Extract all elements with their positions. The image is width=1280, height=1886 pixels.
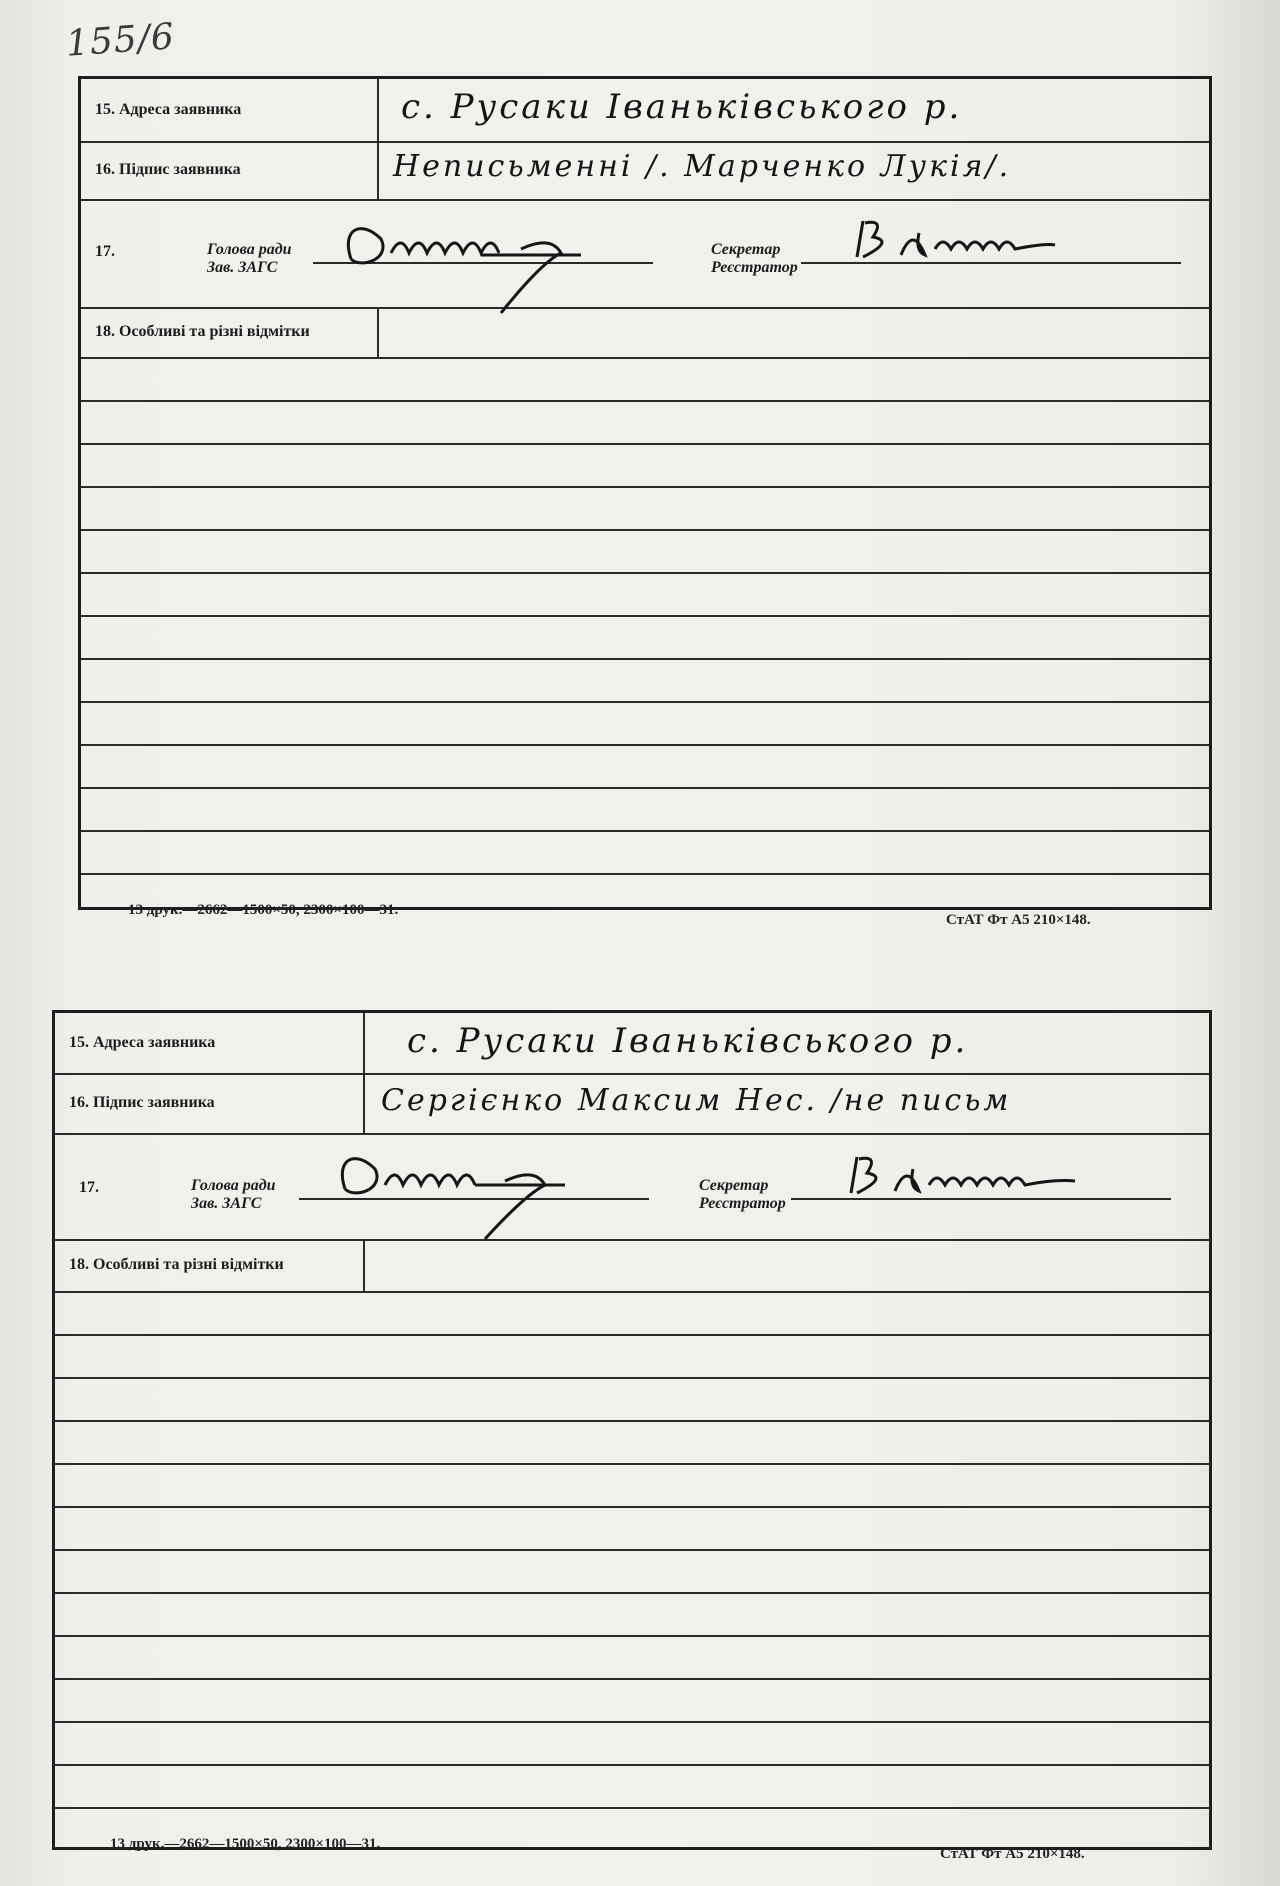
registration-form-2 bbox=[52, 1010, 1212, 1850]
head-label: Голова ради Зав. ЗАГС bbox=[207, 241, 292, 276]
notes-line bbox=[55, 1420, 1209, 1422]
address-row bbox=[55, 1013, 1209, 1075]
notes-line bbox=[81, 529, 1209, 531]
notes-line bbox=[55, 1334, 1209, 1336]
form-code: СтАТ Фт А5 210×148. bbox=[940, 1846, 1085, 1862]
notes-header-row bbox=[55, 1239, 1209, 1293]
secretary-signature bbox=[845, 1145, 1085, 1205]
applicant-signature-value: Неписьменні /. Марченко Лукія/. bbox=[393, 149, 1012, 184]
applicant-signature-label: 16. Підпис заявника bbox=[55, 1073, 365, 1133]
address-value: с. Русаки Іваньківського р. bbox=[401, 87, 963, 127]
page-number: 155/6 bbox=[64, 16, 177, 65]
notes-line bbox=[55, 1377, 1209, 1379]
notes-line bbox=[55, 1764, 1209, 1766]
notes-line bbox=[55, 1721, 1209, 1723]
head-label: Голова ради Зав. ЗАГС bbox=[191, 1177, 276, 1212]
address-value: с. Русаки Іваньківського р. bbox=[407, 1021, 969, 1061]
notes-line bbox=[81, 830, 1209, 832]
notes-line bbox=[55, 1678, 1209, 1680]
notes-line bbox=[81, 873, 1209, 875]
officials-row bbox=[81, 199, 1209, 309]
notes-line bbox=[55, 1635, 1209, 1637]
print-info: 13 друк.—2662—1500×50, 2300×100—31. bbox=[110, 1836, 381, 1852]
officials-row bbox=[55, 1133, 1209, 1241]
notes-line bbox=[55, 1549, 1209, 1551]
notes-line bbox=[55, 1592, 1209, 1594]
form-code: СтАТ Фт А5 210×148. bbox=[946, 912, 1091, 928]
notes-label: 18. Особливі та різні відмітки bbox=[81, 307, 379, 357]
field-17-number: 17. bbox=[79, 1179, 99, 1196]
notes-line bbox=[81, 615, 1209, 617]
notes-line bbox=[81, 486, 1209, 488]
notes-header-row bbox=[81, 307, 1209, 359]
head-signature bbox=[315, 1141, 615, 1221]
notes-line bbox=[55, 1506, 1209, 1508]
field-17-number: 17. bbox=[95, 243, 115, 260]
address-row bbox=[81, 79, 1209, 143]
print-info: 13 друк.—2662—1500×50, 2300×100—31. bbox=[128, 902, 399, 918]
address-label: 15. Адреса заявника bbox=[81, 79, 379, 141]
head-signature bbox=[321, 209, 621, 289]
applicant-signature-row bbox=[55, 1073, 1209, 1135]
notes-line bbox=[81, 701, 1209, 703]
address-label: 15. Адреса заявника bbox=[55, 1013, 365, 1073]
notes-line bbox=[55, 1807, 1209, 1809]
notes-line bbox=[55, 1463, 1209, 1465]
secretary-label: Секретар Реєстратор bbox=[699, 1177, 786, 1212]
registration-form-1 bbox=[78, 76, 1212, 910]
applicant-signature-value: Сергієнко Максим Нес. /не письм bbox=[381, 1083, 1012, 1118]
secretary-label: Секретар Реєстратор bbox=[711, 241, 798, 276]
notes-line bbox=[81, 658, 1209, 660]
notes-line bbox=[81, 400, 1209, 402]
notes-line bbox=[81, 572, 1209, 574]
applicant-signature-row bbox=[81, 141, 1209, 201]
notes-line bbox=[81, 744, 1209, 746]
notes-line bbox=[81, 443, 1209, 445]
applicant-signature-label: 16. Підпис заявника bbox=[81, 141, 379, 199]
notes-label: 18. Особливі та різні відмітки bbox=[55, 1239, 365, 1291]
notes-line bbox=[81, 787, 1209, 789]
secretary-signature bbox=[851, 209, 1071, 269]
